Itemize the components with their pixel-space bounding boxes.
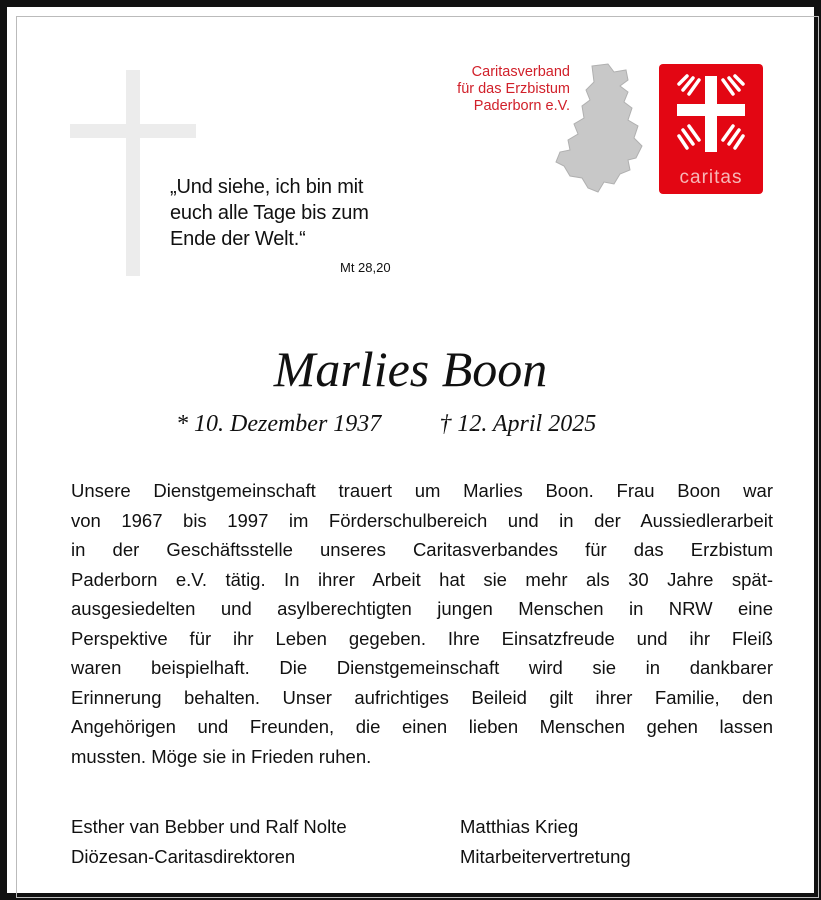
org-line: Caritasverband bbox=[471, 64, 570, 80]
life-dates bbox=[176, 411, 596, 438]
org-line: für das Erzbistum bbox=[457, 81, 570, 97]
signature-directors bbox=[71, 812, 347, 871]
signature-role: Mitarbeitervertretung bbox=[460, 845, 631, 867]
text-line: Erinnerung behalten. Unser aufrichtiges Beileid gilt ihrer Familie, den bbox=[71, 686, 773, 708]
signature-representation bbox=[460, 812, 631, 871]
text-line: in der Geschäftsstelle unseres Caritasverbandes für das Erzbistum bbox=[71, 539, 773, 560]
quote-reference: Mt 28,20 bbox=[340, 260, 391, 275]
text-line: Paderborn e.V. tätig. In ihrer Arbeit hat sie mehr als 30 Jahre spät- bbox=[71, 568, 773, 590]
signature-name: Esther van Bebber und Ralf Nolte bbox=[71, 816, 347, 837]
text-line: von 1967 bis 1997 im Förderschulbereich und in der Aussiedlerarbeit bbox=[71, 509, 773, 531]
org-line: Paderborn e.V. bbox=[473, 98, 570, 114]
quote-line: euch alle Tage bis zum bbox=[170, 202, 369, 224]
death-date: † 12. April 2025 bbox=[439, 411, 597, 437]
caritas-logo bbox=[659, 64, 763, 194]
text-line: Unsere Dienstgemeinschaft trauert um Marlies Boon. Frau Boon war bbox=[71, 480, 773, 501]
text-line: waren beispielhaft. Die Dienstgemeinschaft wird sie in dankbarer bbox=[71, 657, 773, 678]
caritas-wordmark: caritas bbox=[679, 167, 743, 188]
cross-icon-horizontal bbox=[70, 124, 196, 138]
signature-name: Matthias Krieg bbox=[460, 816, 579, 837]
text-line: ausgesiedelten und asylberechtigten jungen Menschen in NRW eine bbox=[71, 598, 773, 619]
quote-line: „Und siehe, ich bin mit bbox=[170, 176, 364, 198]
cross-icon-vertical bbox=[126, 70, 140, 276]
bible-quote bbox=[170, 174, 430, 252]
birth-date: * 10. Dezember 1937 bbox=[176, 411, 382, 437]
signature-role: Diözesan-Caritasdirektoren bbox=[71, 845, 296, 867]
archdiocese-map-icon bbox=[548, 62, 652, 198]
obituary-text bbox=[71, 476, 773, 771]
text-line: Angehörigen und Freunden, die einen lieben Menschen gehen lassen bbox=[71, 716, 773, 737]
quote-line: Ende der Welt.“ bbox=[170, 228, 306, 250]
deceased-name: Marlies Boon bbox=[273, 341, 548, 397]
caritas-flame-cross-icon bbox=[659, 64, 763, 168]
text-line: Perspektive für ihr Leben gegeben. Ihre Einsatzfreude und ihr Fleiß bbox=[71, 627, 773, 649]
text-line: mussten. Möge sie in Frieden ruhen. bbox=[71, 745, 372, 767]
